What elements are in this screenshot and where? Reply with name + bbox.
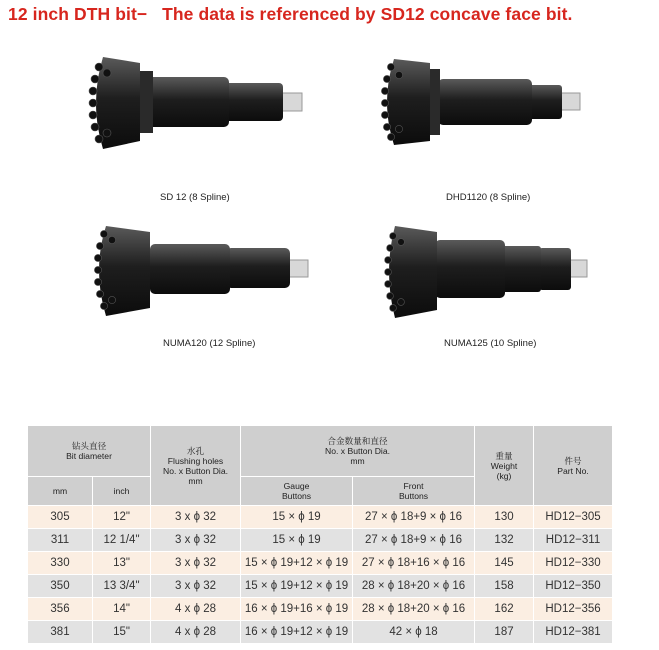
bit-diameter-header: 钻头直径 Bit diameter <box>28 426 151 477</box>
cell-part: HD12−305 <box>534 506 613 529</box>
inch-header: inch <box>93 477 151 506</box>
cell-gauge: 15 × ϕ 19 <box>241 529 353 552</box>
cell-inch: 13 3/4" <box>93 575 151 598</box>
cell-gauge: 16 × ϕ 19+12 × ϕ 19 <box>241 621 353 644</box>
table-row <box>28 575 613 598</box>
cell-weight: 132 <box>475 529 534 552</box>
front-buttons-header: Front Buttons <box>353 477 475 506</box>
part-no-header: 件号 Part No. <box>534 426 613 506</box>
product-sd12 <box>85 55 310 170</box>
table-row <box>28 598 613 621</box>
cell-weight: 158 <box>475 575 534 598</box>
cell-gauge: 16 × ϕ 19+16 × ϕ 19 <box>241 598 353 621</box>
table-row <box>28 529 613 552</box>
dth-bit-sd12-image <box>85 55 310 170</box>
table-row <box>28 506 613 529</box>
weight-header: 重量 Weight (kg) <box>475 426 534 506</box>
cell-part: HD12−350 <box>534 575 613 598</box>
dth-bit-numa125-image <box>383 222 593 324</box>
cell-front: 28 × ϕ 18+20 × ϕ 16 <box>353 575 475 598</box>
cell-front: 28 × ϕ 18+20 × ϕ 16 <box>353 598 475 621</box>
cell-mm: 305 <box>28 506 93 529</box>
cell-mm: 350 <box>28 575 93 598</box>
mm-header: mm <box>28 477 93 506</box>
cell-mm: 311 <box>28 529 93 552</box>
cell-mm: 330 <box>28 552 93 575</box>
cell-flushing: 3 x ϕ 32 <box>151 575 241 598</box>
product-dhd1120 <box>378 55 588 165</box>
dth-bit-numa120-image <box>92 222 314 324</box>
cell-flushing: 4 x ϕ 28 <box>151 598 241 621</box>
cell-front: 27 × ϕ 18+16 × ϕ 16 <box>353 552 475 575</box>
cell-flushing: 4 x ϕ 28 <box>151 621 241 644</box>
spec-table <box>27 425 613 644</box>
cell-part: HD12−356 <box>534 598 613 621</box>
page-title: 12 inch DTH bit− The data is referenced by SD12 concave face bit. <box>8 4 573 24</box>
caption-numa125: NUMA125 (10 Spline) <box>444 338 537 349</box>
cell-mm: 356 <box>28 598 93 621</box>
cell-flushing: 3 x ϕ 32 <box>151 529 241 552</box>
cell-front: 27 × ϕ 18+9 × ϕ 16 <box>353 506 475 529</box>
cell-inch: 12 1/4" <box>93 529 151 552</box>
cell-inch: 14" <box>93 598 151 621</box>
cell-front: 27 × ϕ 18+9 × ϕ 16 <box>353 529 475 552</box>
table-row <box>28 621 613 644</box>
cell-flushing: 3 x ϕ 32 <box>151 552 241 575</box>
cell-gauge: 15 × ϕ 19+12 × ϕ 19 <box>241 575 353 598</box>
cell-inch: 15" <box>93 621 151 644</box>
cell-mm: 381 <box>28 621 93 644</box>
cell-part: HD12−311 <box>534 529 613 552</box>
product-numa120 <box>92 222 314 324</box>
table-row <box>28 552 613 575</box>
buttons-header: 合金数量和直径 No. x Button Dia. mm <box>241 426 475 477</box>
cell-inch: 13" <box>93 552 151 575</box>
dth-bit-dhd1120-image <box>378 55 588 165</box>
cell-weight: 145 <box>475 552 534 575</box>
cell-front: 42 × ϕ 18 <box>353 621 475 644</box>
caption-dhd1120: DHD1120 (8 Spline) <box>446 192 531 203</box>
cell-flushing: 3 x ϕ 32 <box>151 506 241 529</box>
cell-weight: 130 <box>475 506 534 529</box>
cell-part: HD12−330 <box>534 552 613 575</box>
flushing-holes-header: 水孔 Flushing holes No. x Button Dia. mm <box>151 426 241 506</box>
product-numa125 <box>383 222 593 324</box>
cell-gauge: 15 × ϕ 19 <box>241 506 353 529</box>
cell-inch: 12" <box>93 506 151 529</box>
gauge-buttons-header: Gauge Buttons <box>241 477 353 506</box>
cell-gauge: 15 × ϕ 19+12 × ϕ 19 <box>241 552 353 575</box>
cell-weight: 187 <box>475 621 534 644</box>
caption-sd12: SD 12 (8 Spline) <box>160 192 230 203</box>
caption-numa120: NUMA120 (12 Spline) <box>163 338 256 349</box>
cell-part: HD12−381 <box>534 621 613 644</box>
cell-weight: 162 <box>475 598 534 621</box>
